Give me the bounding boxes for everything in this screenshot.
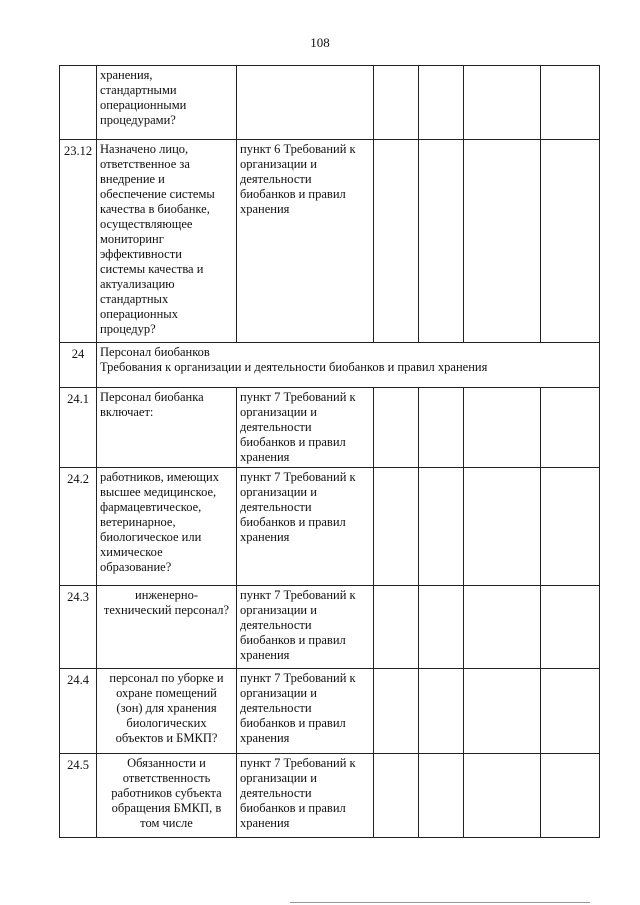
row-number: 23.12 — [60, 140, 97, 343]
page-number: 108 — [310, 35, 330, 50]
question-cell: Персонал биобанка включает: — [97, 388, 237, 468]
answer-cell — [419, 468, 464, 586]
answer-cell — [464, 669, 541, 754]
table-row — [60, 754, 600, 838]
checklist-table — [59, 65, 600, 838]
answer-cell — [419, 669, 464, 754]
row-number: 24.3 — [60, 586, 97, 669]
section-number: 24 — [60, 343, 97, 388]
answer-cell — [464, 66, 541, 140]
answer-cell — [464, 586, 541, 669]
answer-cell — [419, 586, 464, 669]
answer-cell — [464, 388, 541, 468]
table-row — [60, 669, 600, 754]
question-cell: инженерно- технический персонал? — [97, 586, 237, 669]
answer-cell — [541, 468, 600, 586]
section-subtitle: Требования к организации и деятельности биобанков и правил хранения — [100, 360, 488, 374]
question-cell: Обязанности и ответственность работников субъекта обращения БМКП, в том числе — [97, 754, 237, 838]
answer-cell — [374, 388, 419, 468]
question-cell: Назначено лицо, ответственное за внедрение и обеспечение системы качества в биобанке, осуществляющее мониторинг эффективности системы качества и актуализацию стандартных операционных процедур? — [97, 140, 237, 343]
reference-cell: пункт 6 Требований к организации и деятельности биобанков и правил хранения — [237, 140, 374, 343]
answer-cell — [464, 754, 541, 838]
answer-cell — [541, 754, 600, 838]
table-row — [60, 586, 600, 669]
answer-cell — [419, 140, 464, 343]
page-edge-line — [290, 902, 590, 903]
answer-cell — [464, 140, 541, 343]
answer-cell — [374, 140, 419, 343]
reference-cell: пункт 7 Требований к организации и деятельности биобанков и правил хранения — [237, 586, 374, 669]
answer-cell — [541, 140, 600, 343]
table-row — [60, 66, 600, 140]
section-title: Персонал биобанков — [100, 345, 210, 359]
answer-cell — [541, 669, 600, 754]
answer-cell — [541, 586, 600, 669]
question-cell: хранения, стандартными операционными процедурами? — [97, 66, 237, 140]
answer-cell — [464, 468, 541, 586]
reference-cell: пункт 7 Требований к организации и деятельности биобанков и правил хранения — [237, 754, 374, 838]
table-row — [60, 468, 600, 586]
row-number: 24.5 — [60, 754, 97, 838]
reference-cell — [237, 66, 374, 140]
row-number: 24.4 — [60, 669, 97, 754]
section-header — [97, 343, 600, 388]
answer-cell — [374, 66, 419, 140]
row-number: 24.1 — [60, 388, 97, 468]
section-row — [60, 343, 600, 388]
answer-cell — [419, 388, 464, 468]
reference-cell: пункт 7 Требований к организации и деятельности биобанков и правил хранения — [237, 669, 374, 754]
row-number — [60, 66, 97, 140]
table-row — [60, 140, 600, 343]
answer-cell — [374, 468, 419, 586]
reference-cell: пункт 7 Требований к организации и деятельности биобанков и правил хранения — [237, 468, 374, 586]
answer-cell — [374, 586, 419, 669]
question-cell: работников, имеющих высшее медицинское, фармацевтическое, ветеринарное, биологическое или химическое образование? — [97, 468, 237, 586]
answer-cell — [419, 754, 464, 838]
table-row — [60, 388, 600, 468]
answer-cell — [541, 388, 600, 468]
answer-cell — [374, 754, 419, 838]
reference-cell: пункт 7 Требований к организации и деятельности биобанков и правил хранения — [237, 388, 374, 468]
question-cell: персонал по уборке и охране помещений (зон) для хранения биологических объектов и БМКП? — [97, 669, 237, 754]
answer-cell — [419, 66, 464, 140]
answer-cell — [541, 66, 600, 140]
answer-cell — [374, 669, 419, 754]
row-number: 24.2 — [60, 468, 97, 586]
